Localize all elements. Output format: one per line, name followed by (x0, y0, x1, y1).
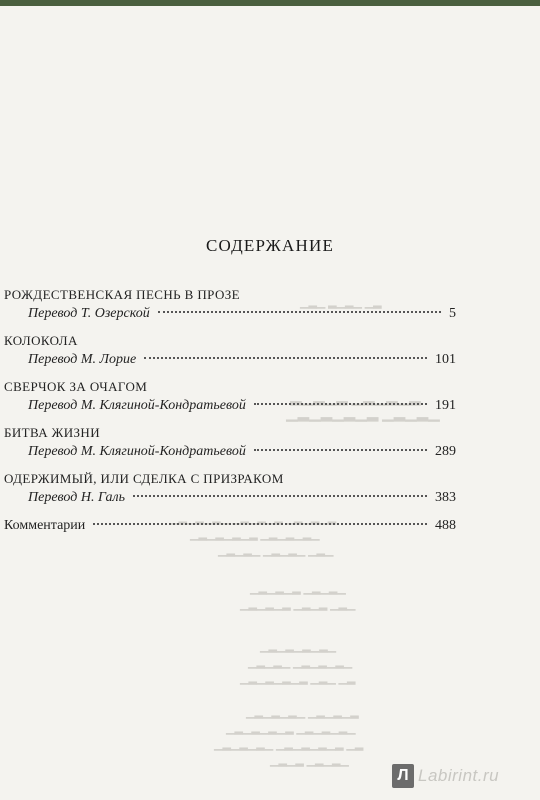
toc-translator-line (4, 304, 456, 324)
toc-translator: Перевод М. Клягиной-Кондратьевой (28, 444, 246, 459)
toc-page-number: 191 (435, 398, 456, 413)
toc-translator: Перевод Т. Озерской (28, 306, 150, 321)
toc-entry-heading: ОДЕРЖИМЫЙ, ИЛИ СДЕЛКА С ПРИЗРАКОМ (4, 471, 284, 486)
table-of-contents (4, 286, 456, 544)
toc-translator: Перевод Н. Галь (28, 490, 126, 505)
dot-leader (254, 449, 427, 451)
toc-translator-line (4, 488, 456, 508)
toc-entry (4, 286, 456, 324)
toc-translator: Перевод М. Клягиной-Кондратьевой (28, 398, 246, 413)
bleed-through-text: ▁▂▁▂▁▂▁▂ ▁▂▁▂▁ (286, 406, 440, 422)
toc-translator-line (4, 396, 456, 416)
bleed-through-text: ▁▂▁▂▁▂▁ ▁▂▁▂▁▂▁▂ ▁▂ (214, 739, 364, 751)
watermark-text: Labirint.ru (418, 766, 500, 785)
toc-entry-comments (4, 516, 456, 536)
dot-leader (93, 523, 427, 525)
toc-translator-line (4, 442, 456, 462)
toc-page-number: 5 (449, 306, 456, 321)
toc-page-number: 488 (435, 518, 456, 533)
page-title: СОДЕРЖАНИЕ (205, 236, 335, 255)
dot-leader (158, 311, 441, 313)
dot-leader (133, 495, 427, 497)
toc-entry (4, 470, 456, 508)
toc-entry (4, 424, 456, 462)
bleed-through-text: ▁▂▁▂▁▂ ▁▂▁▂▁ (250, 583, 346, 595)
bleed-through-text: ▁▂▁▂▁▂ ▁▂▁▂ ▁▂▁ (240, 599, 356, 611)
bleed-through-text: ▁▂▁▂▁▂▁▂ ▁▂▁▂▁▂▁ (226, 723, 356, 735)
bleed-through-text: ▁▂▁▂▁▂▁▂ ▁▂▁ ▁▂ (240, 673, 356, 685)
toc-entry-heading: СВЕРЧОК ЗА ОЧАГОМ (4, 379, 148, 394)
toc-page-number: 289 (435, 444, 456, 459)
toc-page-number: 383 (435, 490, 456, 505)
bleed-through-text: ▁▂▁▂▁▂▁▂▁ (260, 641, 337, 653)
toc-comments-line (4, 516, 456, 536)
bleed-through-text: ▁▂▁▂▁ ▁▂▁▂▁▂▁ (248, 657, 353, 669)
toc-entry (4, 378, 456, 416)
bleed-through-text: ▁▂▁▂▁▂▁ ▁▂▁▂▁▂ ▁▂▁▂▁▂ (170, 513, 337, 525)
toc-entry-heading: РОЖДЕСТВЕНСКАЯ ПЕСНЬ В ПРОЗЕ (4, 287, 241, 302)
bleed-through-text: ▁▂▁▂ ▁▂▁▂▁ (270, 755, 349, 767)
labirint-logo-icon: Л (392, 764, 414, 788)
bleed-through-text: ▁▂▁▂▁ ▁▂▁▂▁ ▁▂▁ (218, 545, 334, 557)
bleed-through-text: ▁▂▁▂▁▂▁ ▁▂▁▂▁▂ (246, 707, 359, 719)
toc-entry-heading: БИТВА ЖИЗНИ (4, 425, 101, 440)
dot-leader (254, 403, 427, 405)
bleed-through-text: ▁▂▁ ▂▁▂▁ ▁▂ (300, 297, 382, 309)
toc-translator-line (4, 350, 456, 370)
bleed-through-text: ▁▂▁▂▁▂▁▂ ▁▂▁▂▁▂▁ (190, 529, 320, 541)
watermark-logo (392, 760, 530, 792)
toc-entry-heading: КОЛОКОЛА (4, 333, 78, 348)
bleed-through-text: ▂▁▂▁▂ ▁▂▁▂▁▂ (290, 390, 421, 406)
toc-page-number: 101 (435, 352, 456, 367)
dot-leader (144, 357, 427, 359)
toc-translator: Перевод М. Лорие (28, 352, 137, 367)
toc-comments-label: Комментарии (4, 518, 86, 533)
toc-entry (4, 332, 456, 370)
